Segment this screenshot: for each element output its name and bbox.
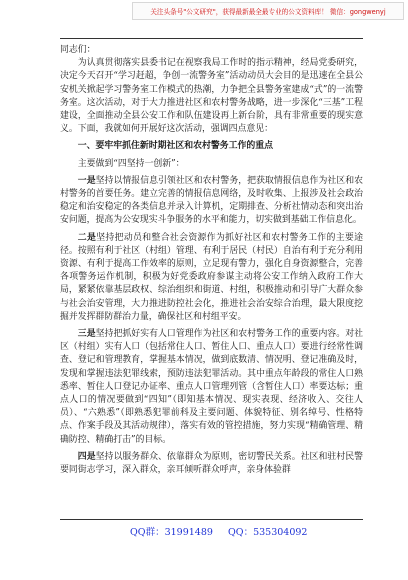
header-divider bbox=[60, 38, 363, 39]
footer bbox=[0, 524, 408, 540]
document-body bbox=[60, 44, 363, 477]
paragraph-item-3 bbox=[60, 328, 363, 447]
item-lead: 一是 bbox=[77, 175, 96, 186]
item-lead: 四是 bbox=[77, 451, 96, 462]
item-lead: 三是 bbox=[77, 329, 96, 340]
item-lead: 二是 bbox=[77, 232, 97, 243]
qq-group-number: QQ群：31991489 bbox=[130, 527, 213, 538]
paragraph-item-4 bbox=[60, 451, 363, 477]
qq-number: QQ：535304092 bbox=[228, 527, 308, 538]
paragraph-item-1 bbox=[60, 175, 363, 228]
paragraph-item-2 bbox=[60, 232, 363, 324]
footer-divider bbox=[60, 519, 363, 520]
item-text: 坚持以服务群众、依靠群众为原则，密切警民关系。社区和驻村民警要同街志学习，深入群众，亲耳倾听群众呼声，亲身体验群 bbox=[60, 451, 363, 476]
item-text: 坚持以情报信息引领社区和农村警务，把获取情报信息作为社区和农村警务的首要任务。建立完善的情报信息网络，及时收集、上报涉及社会政治稳定和治安稳定的各类信息并录入计算机，定期排查、分析社情动态和突出治安问题，提高为公安现实斗争服务的水平和能力，切实做到基础工作信息化。 bbox=[60, 175, 363, 226]
subheading: 主要做到“四坚持一创新”： bbox=[77, 158, 185, 169]
header-banner: 关注头条号"公文研究"，获得最新最全最专业的公文资料库！ 微信：gongwenyj bbox=[132, 2, 404, 20]
intro-paragraph: 为认真贯彻落实县委书记在视察我局工作时的指示精神，经局党委研究，决定今天召开“学习赶超，争创一流警务室”活动动员大会目的是迅速在全县公安机关掀起学习警务室工作模式的热潮，力争把全县警务室建成“式”的一流警务室。这次活动，对于大力推进社区和农村警务战略，进一步深化“三基”工程建设，全面推动全县公安工作和队伍建设再上新台阶，具有非常重要的现实意义。下面，我就如何开展好这次活动，强调四点意见： bbox=[60, 58, 363, 135]
greeting: 同志们： bbox=[60, 45, 96, 55]
section-heading: 一、要牢牢抓住新时期社区和农村警务工作的重点 bbox=[77, 141, 274, 152]
item-text: 坚持把动员和整合社会资源作为抓好社区和农村警务工作的主要途径。按照有利于社区（村组）管理、有利于居民（村民）自治有利于充分利用资源、有利于提高工作效率的原则，立足现有警力，强化自身资源整合，完善各项警务运作机制，积极为好党委政府参谋主动将公安工作纳入政府工作大局，紧紧依靠基层政权、综治组织和街道、村组，积极推动和引导广大群众参与社会治安管理，大力推进防控社会化，推进社会治安综合治理，最大限度挖掘并发挥群防群治力量，确保社区和村组平安。 bbox=[60, 232, 363, 322]
item-text: 坚持把抓好实有人口管理作为社区和农村警务工作的重要内容。对社区（村组）实有人口（包括常住人口、暂住人口、重点人口）要进行经常性调查、登记和管理教育，掌握基本情况，做到底数清、情况明、登记准确及时，发现和掌握违法犯罪线索，预防违法犯罪活动。其中重点年龄段的常住人口熟悉率、暂住人口登记办证率、重点人口管理列管（含暂住人口）率要达标；重点人口的情况要做到“四知”（即知基本情况、现实表现、经济收入、交往人员）、“六熟悉”（即熟悉犯罪前科及主要问题、体貌特征、别名绰号、性格特点、作案手段及其活动规律），落实有效的管控措施，努力实现“精确管理、精确防控、精确打击”的目标。 bbox=[60, 329, 363, 445]
